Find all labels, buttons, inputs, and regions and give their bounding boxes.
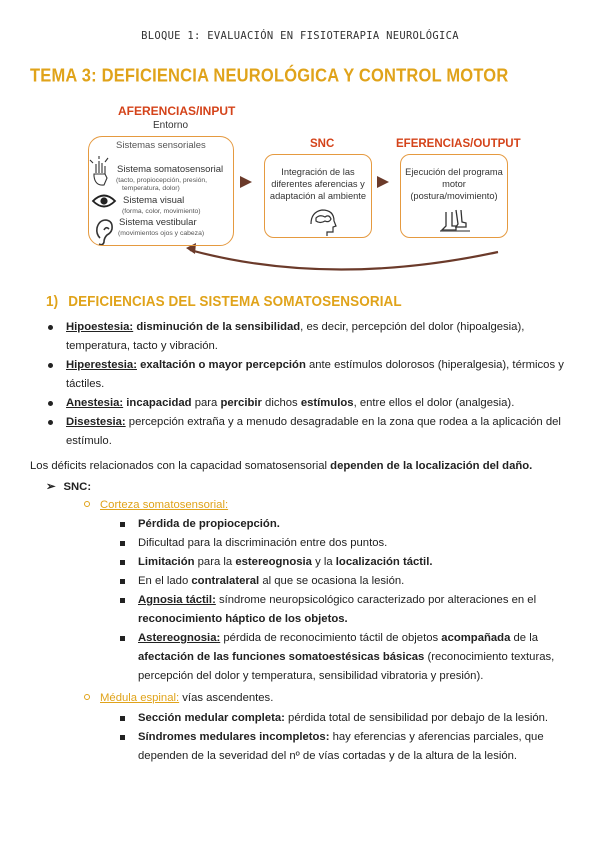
para-text: Los déficits relacionados con la capacidad somatosensorial (30, 460, 331, 472)
visual-sub: (forma, color, movimiento) (122, 208, 201, 215)
efferences-label: EFERENCIAS/OUTPUT (396, 138, 521, 150)
circle-bullet-icon (84, 694, 90, 700)
feedback-arrow (190, 250, 498, 270)
list-item (118, 572, 578, 591)
localization-paragraph (30, 457, 580, 476)
list-item (118, 629, 578, 686)
term-bold: disminución de la sensibilidad (133, 321, 301, 333)
arrow-bullet-icon: ➢ (46, 481, 56, 493)
control-motor-diagram (0, 100, 600, 280)
item-text: de la (510, 632, 538, 644)
corteza-list (118, 515, 578, 686)
term-text: , es decir, percepción del dolor (hipoalgesia), temperatura, tacto y vibración. (66, 321, 525, 352)
item-bold: afectación de las funciones somatoestésicas básicas (138, 651, 425, 663)
section-title-text: DEFICIENCIAS DEL SISTEMA SOMATOSENSORIAL (68, 293, 402, 310)
item-bold: Sección medular completa: (138, 712, 285, 724)
somatosensory-sub2: temperatura, dolor) (122, 185, 180, 192)
section-title (46, 293, 402, 310)
term-text: dichos (261, 397, 301, 409)
term-text: percepción extraña y a menudo desagradable en la zona que rodea a la aplicación del estímulo. (66, 416, 561, 447)
item-bold: acompañada (441, 632, 511, 644)
output-text: Ejecución del programa motor (postura/movimiento) (405, 167, 503, 201)
item-bold: reconocimiento háptico de los objetos. (138, 613, 348, 625)
item-text: hay eferencias y aferencias parciales, que dependen de la severidad del nº de vías cortadas y de la altura de la lesión. (138, 731, 544, 762)
item-text: y la (311, 556, 336, 568)
item-text: Dificultad para la discriminación entre dos puntos. (138, 537, 388, 549)
item-text: síndrome neuropsicológico caracterizado por alteraciones en el (215, 594, 537, 606)
snc-text: Integración de las diferentes aferencias y adaptación al ambiente (269, 167, 367, 201)
vestibular-sub: (movimientos ojos y cabeza) (118, 230, 205, 237)
snc-label: SNC (310, 138, 335, 150)
circle-bullet-icon (84, 501, 90, 507)
item-bold: estereognosia (235, 556, 312, 568)
corteza-heading (84, 499, 228, 511)
item-bold: Síndromes medulares incompletos: (138, 731, 330, 743)
list-item (46, 318, 576, 356)
page-header: BLOQUE 1: EVALUACIÓN EN FISIOTERAPIA NEUROLÓGICA (141, 30, 459, 42)
item-bold: localización táctil. (335, 556, 433, 568)
term-label: Hiperestesia: (66, 359, 137, 371)
list-item (118, 709, 578, 728)
item-text: pérdida total de sensibilidad por debajo de la lesión. (284, 712, 549, 724)
item-bold: Pérdida de propiocepción. (138, 518, 280, 530)
medula-title: Médula espinal: (100, 692, 180, 704)
term-bold: incapacidad (123, 397, 192, 409)
term-bold: estímulos (300, 397, 354, 409)
page-title: TEMA 3: DEFICIENCIA NEUROLÓGICA Y CONTROL MOTOR (30, 66, 509, 87)
item-bold: contralateral (191, 575, 260, 587)
item-bold: Limitación (138, 556, 195, 568)
term-text: para (191, 397, 221, 409)
list-item (118, 534, 578, 553)
term-bold: exaltación o mayor percepción (136, 359, 306, 371)
medula-list (118, 709, 578, 766)
term-label: Disestesia: (66, 416, 126, 428)
item-text: para la (194, 556, 236, 568)
definitions-list (46, 318, 576, 451)
list-item (46, 394, 576, 413)
list-item (118, 728, 578, 766)
afferences-label: AFERENCIAS/INPUT (118, 104, 236, 118)
list-item (118, 591, 578, 629)
term-bold: percibir (220, 397, 262, 409)
para-bold: dependen de la localización del daño. (330, 460, 533, 472)
item-text: al que se ocasiona la lesión. (259, 575, 405, 587)
corteza-title: Corteza somatosensorial: (100, 499, 229, 511)
term-text: ante estímulos dolorosos (hiperalgesia), térmicos y táctiles. (66, 359, 564, 390)
item-text: pérdida de reconocimiento táctil de objetos (220, 632, 442, 644)
term-text: , entre ellos el dolor (analgesia). (353, 397, 515, 409)
list-item (46, 413, 576, 451)
item-text: En el lado (138, 575, 192, 587)
medula-after: vías ascendentes. (179, 692, 274, 704)
entorno-label: Entorno (153, 120, 189, 131)
term-label: Hipoestesia: (66, 321, 134, 333)
snc-heading-label: SNC: (63, 481, 92, 493)
snc-heading (46, 480, 91, 493)
item-term: Astereognosia: (138, 632, 221, 644)
item-text: (reconocimiento texturas, percepción del dolor y temperatura, sensibilidad vibratoria y presión). (138, 651, 555, 682)
term-label: Anestesia: (66, 397, 124, 409)
list-item (46, 356, 576, 394)
sensory-systems-title: Sistemas sensoriales (116, 140, 206, 151)
visual-title: Sistema visual (123, 195, 185, 206)
medula-heading (84, 692, 273, 704)
item-term: Agnosia táctil: (138, 594, 216, 606)
somatosensory-sub1: (tacto, propiocepción, presión, (116, 177, 208, 184)
somatosensory-title: Sistema somatosensorial (117, 164, 224, 175)
section-number: 1) (46, 293, 59, 310)
list-item (118, 515, 578, 534)
list-item (118, 553, 578, 572)
vestibular-title: Sistema vestibular (119, 217, 197, 228)
